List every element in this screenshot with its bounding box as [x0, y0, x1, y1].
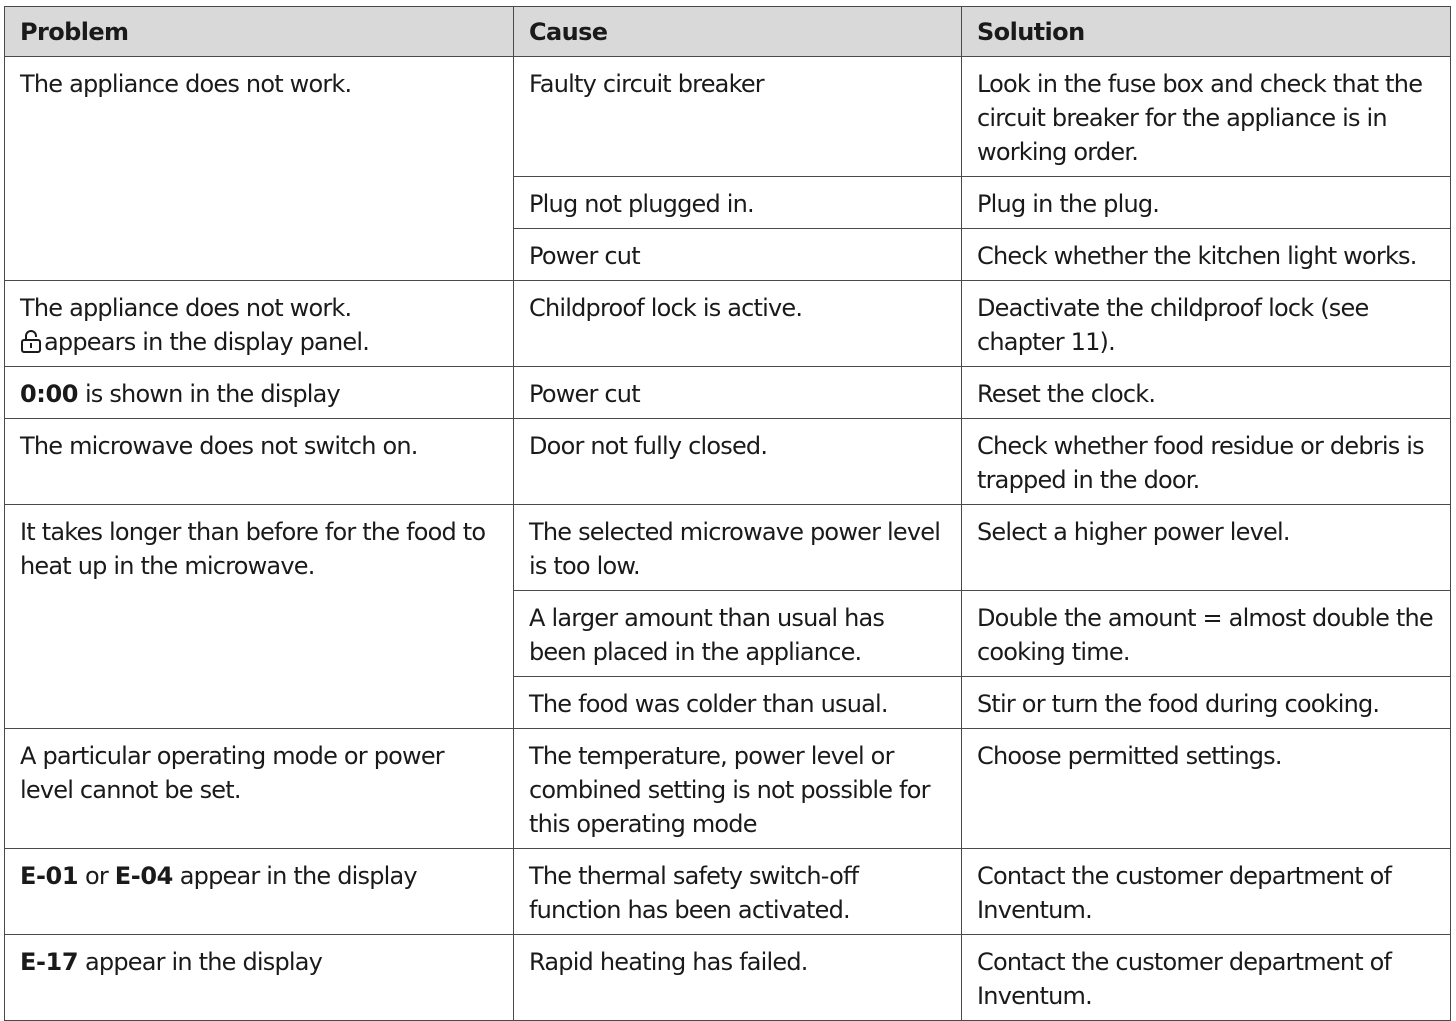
problem-header: Problem	[5, 7, 514, 57]
cause-cell: A larger amount than usual has been placed in the appliance.	[514, 591, 962, 677]
cause-cell: Power cut	[514, 367, 962, 419]
cause-header: Cause	[514, 7, 962, 57]
solution-cell: Double the amount = almost double the cooking time.	[962, 591, 1451, 677]
table-row	[5, 849, 1451, 935]
troubleshooting-table	[4, 6, 1451, 1021]
cause-cell: Plug not plugged in.	[514, 177, 962, 229]
solution-cell: Look in the fuse box and check that the circuit breaker for the appliance is in working order.	[962, 57, 1451, 177]
problem-text: appear in the display	[78, 948, 323, 976]
problem-text: is shown in the display	[78, 380, 340, 408]
lock-icon	[20, 328, 42, 352]
table-row	[5, 935, 1451, 1021]
solution-cell: Select a higher power level.	[962, 505, 1451, 591]
problem-cell	[5, 935, 514, 1021]
problem-cell: The microwave does not switch on.	[5, 419, 514, 505]
display-code: 0:00	[20, 380, 79, 408]
solution-cell: Check whether the kitchen light works.	[962, 229, 1451, 281]
cause-cell: Door not fully closed.	[514, 419, 962, 505]
problem-text: appear in the display	[172, 862, 417, 890]
error-code: E-01	[20, 862, 79, 890]
solution-cell: Choose permitted settings.	[962, 729, 1451, 849]
cause-cell: Rapid heating has failed.	[514, 935, 962, 1021]
cause-cell: Power cut	[514, 229, 962, 281]
solution-cell: Deactivate the childproof lock (see chapter 11).	[962, 281, 1451, 367]
solution-cell: Contact the customer department of Inventum.	[962, 849, 1451, 935]
table-row	[5, 729, 1451, 849]
problem-cell	[5, 849, 514, 935]
problem-cell: The appliance does not work.	[5, 57, 514, 281]
cause-cell: Childproof lock is active.	[514, 281, 962, 367]
solution-cell: Plug in the plug.	[962, 177, 1451, 229]
problem-cell: A particular operating mode or power level cannot be set.	[5, 729, 514, 849]
cause-cell: Faulty circuit breaker	[514, 57, 962, 177]
solution-cell: Contact the customer department of Inventum.	[962, 935, 1451, 1021]
table-row	[5, 505, 1451, 591]
problem-cell: It takes longer than before for the food to heat up in the microwave.	[5, 505, 514, 729]
error-code: E-04	[114, 862, 173, 890]
problem-line: appears in the display panel.	[44, 328, 370, 356]
error-code: E-17	[20, 948, 79, 976]
table-row	[5, 419, 1451, 505]
cause-cell: The food was colder than usual.	[514, 677, 962, 729]
problem-text: or	[78, 862, 115, 890]
table-row	[5, 367, 1451, 419]
cause-cell: The temperature, power level or combined setting is not possible for this operating mode	[514, 729, 962, 849]
problem-line: The appliance does not work.	[20, 294, 352, 322]
solution-cell: Check whether food residue or debris is trapped in the door.	[962, 419, 1451, 505]
problem-cell	[5, 281, 514, 367]
problem-cell	[5, 367, 514, 419]
cause-cell: The selected microwave power level is too low.	[514, 505, 962, 591]
table-row	[5, 57, 1451, 177]
solution-cell: Stir or turn the food during cooking.	[962, 677, 1451, 729]
cause-cell: The thermal safety switch-off function has been activated.	[514, 849, 962, 935]
table-row	[5, 281, 1451, 367]
solution-cell: Reset the clock.	[962, 367, 1451, 419]
header-row	[5, 7, 1451, 57]
solution-header: Solution	[962, 7, 1451, 57]
